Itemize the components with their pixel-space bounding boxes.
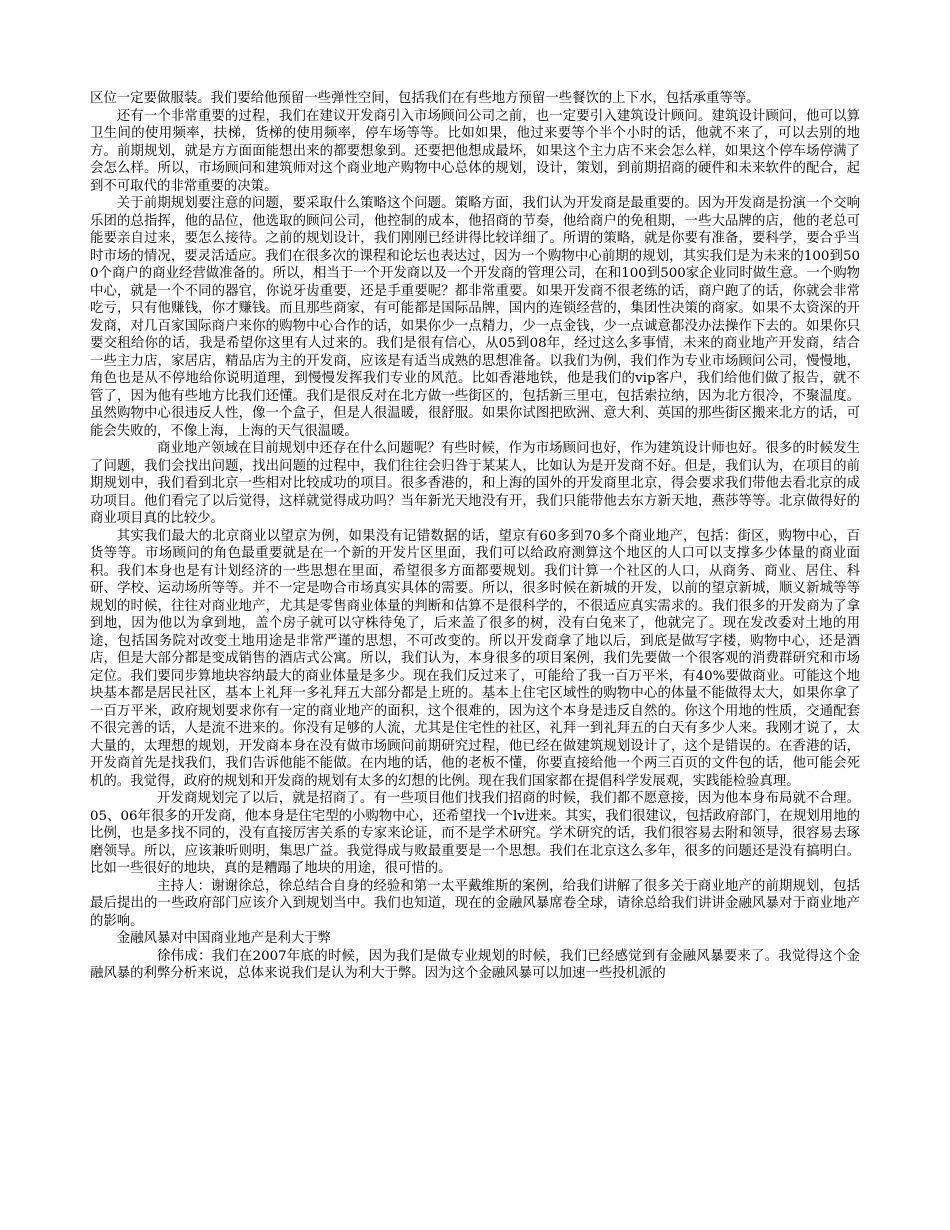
paragraph-strategy: 关于前期规划要注意的问题，要采取什么策略这个问题。策略方面，我们认为开发商是最重要的。因为开发商是扮演一个交响乐团的总指挥，他的品位，他选取的顾问公司，他控制的成本，他招商的节奏，他给商户的免租期，一些大品牌的店，他的老总可能要亲自过来，要怎么接待。之前的规划设计，我们刚刚已经讲得比较详细了。所谓的策略，就是你要有准备，要科学，要合乎当时市场的情况，要灵活适应。我们在很多次的课程和论坛也表达过，因为一个购物中心前期的规划，其实我们是为未来的100到500个商户的商业经营做准备的。所以，相当于一个开发商以及一个开发商的管理公司，在和100到500家企业同时做生意。一个购物中心，就是一个不同的器官，你说牙齿重要，还是手重要呢？都非常重要。如果开发商不很老练的话，商户跑了的话，你就会非常吃亏，只有他赚钱，你才赚钱。而且那些商家，有可能都是国际品牌，国内的连锁经营的，集团性决策的商家。如果不太资深的开发商，对几百家国际商户来你的购物中心合作的话，如果你少一点精力，少一点金钱，少一点诚意都没办法操作下去的。如果你只要交租给你的话，我是希望你这里有人过来的。我们是很有信心，从05到08年，经过这么多事情，未来的商业地产开发商，结合一些主力店，家居店，精品店为主的开发商，应该是有适当成熟的思想准备。以我们为例，我们作为专业市场顾问公司，慢慢地，角色也是从不停地给你说明道理，到慢慢发挥我们专业的风范。比如香港地铁，他是我们的vip客户，我们给他们做了报告，就不管了，因为他有些地方比我们还懂。我们是很反对在北方做一些街区的，包括新三里屯，包括索拉纳，因为北方很冷，不聚温度。虽然购物中心很违反人性，像一个盒子，但是人很温暖，很舒服。如果你试图把欧洲、意大利、英国的那些街区搬来北方的话，可能会失败的，不像上海，上海的天气很温暖。: [90, 196, 860, 439]
paragraph-financial-storm: 徐伟成：我们在2007年底的时候，因为我们是做专业规划的时候，我们已经感觉到有金融风暴要来了。我觉得这个金融风暴的利弊分析来说，总体来说我们是认为利大于弊。因为这个金融风暴可以加速一些投机派的: [90, 948, 860, 981]
paragraph-design-consultant: 还有一个非常重要的过程，我们在建议开发商引入市场顾问公司之前，也一定要引入建筑设计顾问。建筑设计顾问，他可以算卫生间的使用频率，扶梯，货梯的使用频率，停车场等等。比如如果，他过来要等个半个小时的话，他就不来了，可以去别的地方。前期规划，就是方方面面能想出来的都要想象到。还要把他想成最坏，如果这个主力店不来会怎么样，如果这个停车场停满了会怎么样。所以，市场顾问和建筑师对这个商业地产购物中心总体的规划，设计，策划，到前期招商的硬件和未来软件的配合，起到不可取代的非常重要的决策。: [90, 108, 860, 194]
section-heading: 金融风暴对中国商业地产是利大于弊: [116, 931, 332, 946]
paragraph-host-remarks: 主持人：谢谢徐总，徐总结合自身的经验和第一太平戴维斯的案例，给我们讲解了很多关于商业地产的前期规划，包括最后提出的一些政府部门应该介入到规划当中。我们也知道，现在的金融风暴席卷全球，请徐总给我们讲讲金融风暴对于商业地产的影响。: [90, 878, 860, 929]
document-page: [90, 90, 860, 983]
paragraph-investment-attraction: 开发商规划完了以后，就是招商了。有一些项目他们找我们招商的时候，我们都不愿意接，因为他本身布局就不合理。05、06年很多的开发商，他本身是住宅型的小购物中心，还希望找一个lv进来。其实，我们很建议，包括政府部门，在规划用地的比例，也是多找不同的，没有直接厉害关系的专家来论证，而不是学术研究。学术研究的话，我们很容易去附和领导，很容易去琢磨领导。所以，应该兼听则明，集思广益。我觉得成与败最重要是一个思想。我们在北京这么多年，很多的问题还是没有搞明白。比如一些很好的地块，真的是糟蹋了地块的用途，很可惜的。: [90, 791, 860, 876]
paragraph-wangjing-example: 其实我们最大的北京商业以望京为例，如果没有记错数据的话，望京有60多到70多个商业地产，包括：街区，购物中心，百货等等。市场顾问的角色最重要就是在一个新的开发片区里面，我们可以给政府测算这个地区的人口可以支撑多少体量的商业面积。我们本身也是有计划经济的一些思想在里面，希望很多方面都要规划。我们计算一个社区的人口，从商务、商业、居住、科研、学校、运动场所等等。并不一定是吻合市场真实具体的需要。所以，很多时候在新城的开发，以前的望京新城，顺义新城等等规划的时候，往往对商业地产，尤其是零售商业体量的判断和估算不是很科学的，不很适应真实需求的。我们很多的开发商为了拿到地，因为他以为拿到地，盖个房子就可以守株待兔了，后来盖了很多的树，没有白兔来了，他就完了。现在发改委对土地的用途，包括国务院对改变土地用途是非常严谨的思想，不可改变的。所以开发商拿了地以后，到底是做写字楼，购物中心，还是酒店，但是大部分都是变成销售的酒店式公寓。所以，我们认为，本身很多的项目案例，我们先要做一个很客观的消费群研究和市场定位。我们要同步算地块容纳最大的商业体量是多少。现在我们反过来了，可能给了我一百万平米，有40%要做商业。可能这个地块基本都是居民社区，基本上礼拜一多礼拜五大部分都是上班的。基本上住宅区域性的购物中心的体量不能做得太大，如果你拿了一百万平米，政府规划要求你有一定的商业地产的面积，这个很难的，因为这个本身是违反自然的。你这个用地的性质，交通配套不很完善的话，人是流不进来的。你没有足够的人流，尤其是住宅性的社区，礼拜一到礼拜五的白天有多少人来。我刚才说了，太大量的，太理想的规划，开发商本身在没有做市场顾问前期研究过程，他已经在做建筑规划设计了，这个是错误的。在香港的话，开发商首先是找我们，我们告诉他能不能做。在内地的话，他的老板不懂，你要直接给他一个两三百页的文件包的话，他可能会死机的。我觉得，政府的规划和开发商的规划有太多的幻想的比例。现在我们国家都在提倡科学发展观，实践能检验真理。: [90, 528, 860, 789]
paragraph-planning-problems: 商业地产领域在目前规划中还存在什么问题呢？有些时候，作为市场顾问也好，作为建筑设计师也好。很多的时候发生了问题，我们会找出问题，找出问题的过程中，我们往往会归咎于某某人，比如认为是开发商不好。但是，我们认为，在项目的前期规划中，我们看到北京一些相对比较成功的项目。很多香港的，和上海的国外的开发商里北京，得会要求我们带他去看北京的成功项目。他们看完了以后觉得，这样就觉得成功吗？当年新光天地没有开，我们只能带他去东方新天地，燕莎等等。北京做得好的商业项目真的比较少。: [90, 441, 860, 526]
paragraph-continuation: 区位一定要做服装。我们要给他预留一些弹性空间，包括我们在有些地方预留一些餐饮的上下水，包括承重等等。: [90, 91, 760, 106]
